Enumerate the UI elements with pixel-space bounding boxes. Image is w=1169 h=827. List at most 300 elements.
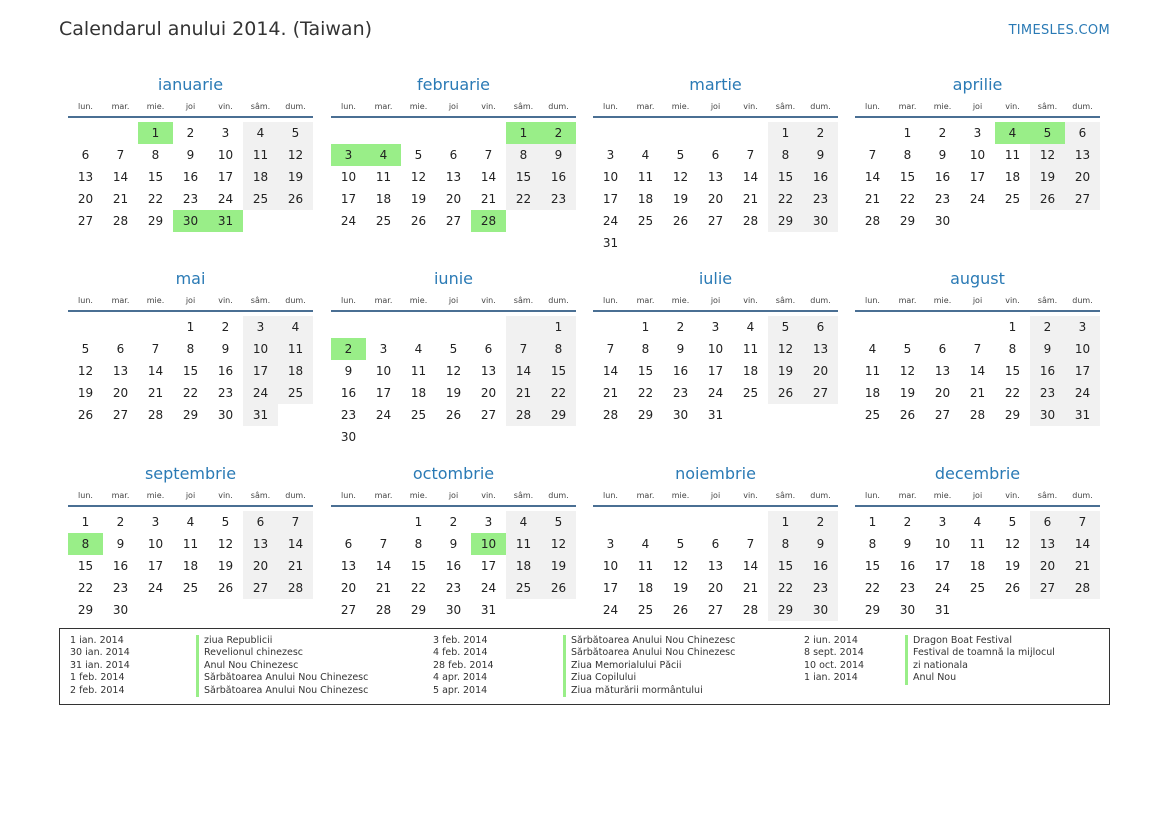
day-cell[interactable]: 12	[217, 537, 234, 551]
day-cell[interactable]: 12	[410, 170, 427, 184]
day-cell[interactable]: 7	[379, 537, 388, 551]
day-cell[interactable]: 26	[278, 188, 313, 210]
day-cell[interactable]: 30	[672, 408, 689, 422]
day-cell[interactable]: 7	[484, 148, 493, 162]
day-cell[interactable]: 1	[414, 515, 423, 529]
day-cell[interactable]: 21	[1065, 555, 1100, 577]
day-cell[interactable]: 3	[151, 515, 160, 529]
day-cell[interactable]: 30	[340, 430, 357, 444]
day-cell[interactable]: 16	[541, 166, 576, 188]
day-cell[interactable]: 17	[1065, 360, 1100, 382]
day-cell[interactable]: 27	[707, 214, 724, 228]
day-cell[interactable]: 24	[340, 214, 357, 228]
day-cell[interactable]: 17	[707, 364, 724, 378]
day-cell[interactable]: 23	[445, 581, 462, 595]
day-cell[interactable]: 8	[541, 338, 576, 360]
day-cell[interactable]: 31	[707, 408, 724, 422]
day-cell[interactable]: 7	[278, 511, 313, 533]
holiday-day-cell[interactable]: 28	[471, 210, 506, 232]
day-cell[interactable]: 22	[541, 382, 576, 404]
day-cell[interactable]: 18	[243, 166, 278, 188]
day-cell[interactable]: 6	[711, 148, 720, 162]
day-cell[interactable]: 26	[1030, 188, 1065, 210]
day-cell[interactable]: 13	[340, 559, 357, 573]
day-cell[interactable]: 26	[1004, 581, 1021, 595]
day-cell[interactable]: 27	[1065, 188, 1100, 210]
day-cell[interactable]: 14	[506, 360, 541, 382]
day-cell[interactable]: 5	[81, 342, 90, 356]
day-cell[interactable]: 22	[506, 188, 541, 210]
day-cell[interactable]: 28	[742, 214, 759, 228]
day-cell[interactable]: 19	[1004, 559, 1021, 573]
holiday-day-cell[interactable]: 4	[366, 144, 401, 166]
day-cell[interactable]: 4	[278, 316, 313, 338]
day-cell[interactable]: 29	[864, 603, 881, 617]
day-cell[interactable]: 1	[1008, 320, 1017, 334]
day-cell[interactable]: 23	[541, 188, 576, 210]
day-cell[interactable]: 6	[449, 148, 458, 162]
day-cell[interactable]: 3	[938, 515, 947, 529]
day-cell[interactable]: 11	[1004, 148, 1021, 162]
day-cell[interactable]: 18	[506, 555, 541, 577]
day-cell[interactable]: 27	[803, 382, 838, 404]
day-cell[interactable]: 1	[186, 320, 195, 334]
day-cell[interactable]: 23	[899, 581, 916, 595]
day-cell[interactable]: 24	[375, 408, 392, 422]
day-cell[interactable]: 27	[340, 603, 357, 617]
day-cell[interactable]: 15	[1004, 364, 1021, 378]
day-cell[interactable]: 22	[768, 188, 803, 210]
day-cell[interactable]: 21	[742, 192, 759, 206]
day-cell[interactable]: 1	[903, 126, 912, 140]
day-cell[interactable]: 14	[112, 170, 129, 184]
day-cell[interactable]: 30	[1030, 404, 1065, 426]
day-cell[interactable]: 15	[410, 559, 427, 573]
day-cell[interactable]: 27	[243, 577, 278, 599]
day-cell[interactable]: 26	[77, 408, 94, 422]
day-cell[interactable]: 16	[803, 555, 838, 577]
day-cell[interactable]: 13	[445, 170, 462, 184]
day-cell[interactable]: 20	[934, 386, 951, 400]
day-cell[interactable]: 20	[1065, 166, 1100, 188]
day-cell[interactable]: 30	[803, 210, 838, 232]
day-cell[interactable]: 15	[182, 364, 199, 378]
day-cell[interactable]: 20	[803, 360, 838, 382]
day-cell[interactable]: 22	[410, 581, 427, 595]
day-cell[interactable]: 26	[410, 214, 427, 228]
day-cell[interactable]: 9	[221, 342, 230, 356]
day-cell[interactable]: 2	[903, 515, 912, 529]
day-cell[interactable]: 9	[344, 364, 353, 378]
day-cell[interactable]: 1	[868, 515, 877, 529]
day-cell[interactable]: 4	[973, 515, 982, 529]
day-cell[interactable]: 6	[484, 342, 493, 356]
day-cell[interactable]: 8	[186, 342, 195, 356]
day-cell[interactable]: 23	[182, 192, 199, 206]
day-cell[interactable]: 8	[768, 533, 803, 555]
holiday-day-cell[interactable]: 2	[541, 122, 576, 144]
day-cell[interactable]: 21	[480, 192, 497, 206]
day-cell[interactable]: 11	[278, 338, 313, 360]
day-cell[interactable]: 30	[445, 603, 462, 617]
day-cell[interactable]: 24	[217, 192, 234, 206]
day-cell[interactable]: 23	[803, 188, 838, 210]
holiday-day-cell[interactable]: 30	[173, 210, 208, 232]
day-cell[interactable]: 1	[768, 511, 803, 533]
holiday-day-cell[interactable]: 5	[1030, 122, 1065, 144]
day-cell[interactable]: 2	[1030, 316, 1065, 338]
day-cell[interactable]: 28	[742, 603, 759, 617]
day-cell[interactable]: 15	[864, 559, 881, 573]
day-cell[interactable]: 19	[541, 555, 576, 577]
day-cell[interactable]: 27	[480, 408, 497, 422]
day-cell[interactable]: 15	[768, 555, 803, 577]
day-cell[interactable]: 31	[934, 603, 951, 617]
day-cell[interactable]: 12	[278, 144, 313, 166]
day-cell[interactable]: 30	[934, 214, 951, 228]
day-cell[interactable]: 2	[449, 515, 458, 529]
day-cell[interactable]: 27	[77, 214, 94, 228]
day-cell[interactable]: 15	[637, 364, 654, 378]
day-cell[interactable]: 9	[541, 144, 576, 166]
day-cell[interactable]: 23	[803, 577, 838, 599]
day-cell[interactable]: 12	[541, 533, 576, 555]
day-cell[interactable]: 17	[243, 360, 278, 382]
day-cell[interactable]: 22	[1004, 386, 1021, 400]
day-cell[interactable]: 20	[707, 192, 724, 206]
day-cell[interactable]: 21	[602, 386, 619, 400]
day-cell[interactable]: 12	[672, 170, 689, 184]
day-cell[interactable]: 7	[868, 148, 877, 162]
holiday-day-cell[interactable]: 4	[995, 122, 1030, 144]
day-cell[interactable]: 22	[864, 581, 881, 595]
day-cell[interactable]: 29	[541, 404, 576, 426]
day-cell[interactable]: 31	[1065, 404, 1100, 426]
day-cell[interactable]: 31	[602, 236, 619, 250]
day-cell[interactable]: 22	[147, 192, 164, 206]
day-cell[interactable]: 12	[1004, 537, 1021, 551]
day-cell[interactable]: 20	[445, 192, 462, 206]
day-cell[interactable]: 2	[221, 320, 230, 334]
day-cell[interactable]: 9	[803, 144, 838, 166]
day-cell[interactable]: 14	[480, 170, 497, 184]
day-cell[interactable]: 19	[278, 166, 313, 188]
day-cell[interactable]: 18	[182, 559, 199, 573]
day-cell[interactable]: 29	[77, 603, 94, 617]
day-cell[interactable]: 13	[1030, 533, 1065, 555]
holiday-day-cell[interactable]: 1	[506, 122, 541, 144]
day-cell[interactable]: 22	[637, 386, 654, 400]
day-cell[interactable]: 30	[217, 408, 234, 422]
day-cell[interactable]: 19	[410, 192, 427, 206]
day-cell[interactable]: 3	[243, 316, 278, 338]
day-cell[interactable]: 6	[711, 537, 720, 551]
day-cell[interactable]: 28	[375, 603, 392, 617]
day-cell[interactable]: 13	[707, 170, 724, 184]
day-cell[interactable]: 31	[480, 603, 497, 617]
day-cell[interactable]: 20	[243, 555, 278, 577]
day-cell[interactable]: 11	[506, 533, 541, 555]
day-cell[interactable]: 15	[147, 170, 164, 184]
day-cell[interactable]: 26	[541, 577, 576, 599]
day-cell[interactable]: 29	[147, 214, 164, 228]
day-cell[interactable]: 24	[602, 214, 619, 228]
day-cell[interactable]: 6	[1065, 122, 1100, 144]
day-cell[interactable]: 22	[77, 581, 94, 595]
day-cell[interactable]: 29	[182, 408, 199, 422]
day-cell[interactable]: 18	[969, 559, 986, 573]
day-cell[interactable]: 17	[969, 170, 986, 184]
day-cell[interactable]: 29	[637, 408, 654, 422]
day-cell[interactable]: 28	[864, 214, 881, 228]
day-cell[interactable]: 7	[746, 537, 755, 551]
day-cell[interactable]: 14	[742, 170, 759, 184]
day-cell[interactable]: 17	[375, 386, 392, 400]
day-cell[interactable]: 20	[707, 581, 724, 595]
day-cell[interactable]: 14	[278, 533, 313, 555]
day-cell[interactable]: 3	[606, 148, 615, 162]
day-cell[interactable]: 19	[1030, 166, 1065, 188]
day-cell[interactable]: 9	[676, 342, 685, 356]
day-cell[interactable]: 2	[186, 126, 195, 140]
day-cell[interactable]: 27	[112, 408, 129, 422]
day-cell[interactable]: 28	[147, 408, 164, 422]
day-cell[interactable]: 4	[506, 511, 541, 533]
day-cell[interactable]: 15	[541, 360, 576, 382]
day-cell[interactable]: 18	[375, 192, 392, 206]
day-cell[interactable]: 14	[864, 170, 881, 184]
day-cell[interactable]: 3	[606, 537, 615, 551]
day-cell[interactable]: 12	[77, 364, 94, 378]
day-cell[interactable]: 28	[1065, 577, 1100, 599]
day-cell[interactable]: 13	[77, 170, 94, 184]
day-cell[interactable]: 17	[217, 170, 234, 184]
day-cell[interactable]: 21	[742, 581, 759, 595]
day-cell[interactable]: 18	[864, 386, 881, 400]
day-cell[interactable]: 4	[243, 122, 278, 144]
day-cell[interactable]: 10	[147, 537, 164, 551]
day-cell[interactable]: 25	[243, 188, 278, 210]
day-cell[interactable]: 25	[410, 408, 427, 422]
day-cell[interactable]: 29	[768, 599, 803, 621]
day-cell[interactable]: 14	[375, 559, 392, 573]
day-cell[interactable]: 9	[186, 148, 195, 162]
day-cell[interactable]: 9	[903, 537, 912, 551]
day-cell[interactable]: 18	[742, 364, 759, 378]
day-cell[interactable]: 30	[112, 603, 129, 617]
day-cell[interactable]: 16	[340, 386, 357, 400]
day-cell[interactable]: 6	[243, 511, 278, 533]
day-cell[interactable]: 23	[217, 386, 234, 400]
day-cell[interactable]: 3	[379, 342, 388, 356]
day-cell[interactable]: 2	[676, 320, 685, 334]
day-cell[interactable]: 26	[672, 603, 689, 617]
day-cell[interactable]: 24	[969, 192, 986, 206]
day-cell[interactable]: 10	[707, 342, 724, 356]
day-cell[interactable]: 19	[217, 559, 234, 573]
day-cell[interactable]: 15	[899, 170, 916, 184]
day-cell[interactable]: 11	[410, 364, 427, 378]
day-cell[interactable]: 11	[864, 364, 881, 378]
day-cell[interactable]: 2	[938, 126, 947, 140]
day-cell[interactable]: 27	[707, 603, 724, 617]
day-cell[interactable]: 26	[445, 408, 462, 422]
day-cell[interactable]: 26	[899, 408, 916, 422]
day-cell[interactable]: 25	[637, 214, 654, 228]
day-cell[interactable]: 20	[112, 386, 129, 400]
day-cell[interactable]: 7	[151, 342, 160, 356]
day-cell[interactable]: 24	[1065, 382, 1100, 404]
day-cell[interactable]: 23	[672, 386, 689, 400]
day-cell[interactable]: 21	[278, 555, 313, 577]
day-cell[interactable]: 9	[1030, 338, 1065, 360]
day-cell[interactable]: 25	[969, 581, 986, 595]
day-cell[interactable]: 15	[77, 559, 94, 573]
day-cell[interactable]: 20	[1030, 555, 1065, 577]
day-cell[interactable]: 4	[641, 537, 650, 551]
day-cell[interactable]: 3	[973, 126, 982, 140]
day-cell[interactable]: 30	[803, 599, 838, 621]
day-cell[interactable]: 5	[903, 342, 912, 356]
day-cell[interactable]: 23	[1030, 382, 1065, 404]
day-cell[interactable]: 24	[147, 581, 164, 595]
day-cell[interactable]: 13	[803, 338, 838, 360]
day-cell[interactable]: 8	[768, 144, 803, 166]
day-cell[interactable]: 8	[151, 148, 160, 162]
day-cell[interactable]: 4	[868, 342, 877, 356]
day-cell[interactable]: 22	[768, 577, 803, 599]
day-cell[interactable]: 14	[969, 364, 986, 378]
day-cell[interactable]: 11	[375, 170, 392, 184]
day-cell[interactable]: 16	[934, 170, 951, 184]
day-cell[interactable]: 21	[969, 386, 986, 400]
day-cell[interactable]: 16	[1030, 360, 1065, 382]
day-cell[interactable]: 31	[243, 404, 278, 426]
day-cell[interactable]: 5	[676, 537, 685, 551]
day-cell[interactable]: 24	[480, 581, 497, 595]
day-cell[interactable]: 7	[746, 148, 755, 162]
day-cell[interactable]: 25	[864, 408, 881, 422]
day-cell[interactable]: 13	[243, 533, 278, 555]
day-cell[interactable]: 5	[221, 515, 230, 529]
day-cell[interactable]: 10	[602, 559, 619, 573]
site-link[interactable]: TIMESLES.COM	[1008, 23, 1110, 38]
day-cell[interactable]: 5	[278, 122, 313, 144]
day-cell[interactable]: 13	[934, 364, 951, 378]
day-cell[interactable]: 21	[375, 581, 392, 595]
holiday-day-cell[interactable]: 2	[331, 338, 366, 360]
day-cell[interactable]: 28	[969, 408, 986, 422]
day-cell[interactable]: 10	[375, 364, 392, 378]
day-cell[interactable]: 28	[278, 577, 313, 599]
day-cell[interactable]: 5	[768, 316, 803, 338]
day-cell[interactable]: 1	[641, 320, 650, 334]
day-cell[interactable]: 10	[340, 170, 357, 184]
day-cell[interactable]: 17	[934, 559, 951, 573]
day-cell[interactable]: 12	[445, 364, 462, 378]
day-cell[interactable]: 17	[480, 559, 497, 573]
day-cell[interactable]: 5	[1008, 515, 1017, 529]
day-cell[interactable]: 23	[340, 408, 357, 422]
day-cell[interactable]: 3	[484, 515, 493, 529]
holiday-day-cell[interactable]: 31	[208, 210, 243, 232]
day-cell[interactable]: 2	[803, 511, 838, 533]
day-cell[interactable]: 17	[147, 559, 164, 573]
day-cell[interactable]: 15	[768, 166, 803, 188]
day-cell[interactable]: 16	[445, 559, 462, 573]
day-cell[interactable]: 29	[768, 210, 803, 232]
holiday-day-cell[interactable]: 8	[68, 533, 103, 555]
day-cell[interactable]: 6	[938, 342, 947, 356]
day-cell[interactable]: 1	[768, 122, 803, 144]
day-cell[interactable]: 29	[899, 214, 916, 228]
day-cell[interactable]: 22	[899, 192, 916, 206]
day-cell[interactable]: 4	[746, 320, 755, 334]
day-cell[interactable]: 18	[637, 581, 654, 595]
day-cell[interactable]: 25	[278, 382, 313, 404]
day-cell[interactable]: 16	[217, 364, 234, 378]
day-cell[interactable]: 28	[506, 404, 541, 426]
day-cell[interactable]: 12	[1030, 144, 1065, 166]
day-cell[interactable]: 10	[217, 148, 234, 162]
day-cell[interactable]: 29	[1004, 408, 1021, 422]
day-cell[interactable]: 16	[672, 364, 689, 378]
day-cell[interactable]: 10	[969, 148, 986, 162]
day-cell[interactable]: 13	[112, 364, 129, 378]
day-cell[interactable]: 6	[803, 316, 838, 338]
day-cell[interactable]: 25	[375, 214, 392, 228]
day-cell[interactable]: 28	[112, 214, 129, 228]
day-cell[interactable]: 4	[641, 148, 650, 162]
day-cell[interactable]: 3	[221, 126, 230, 140]
day-cell[interactable]: 10	[1065, 338, 1100, 360]
day-cell[interactable]: 19	[672, 581, 689, 595]
day-cell[interactable]: 26	[768, 382, 803, 404]
day-cell[interactable]: 7	[1065, 511, 1100, 533]
day-cell[interactable]: 6	[116, 342, 125, 356]
day-cell[interactable]: 24	[934, 581, 951, 595]
day-cell[interactable]: 13	[1065, 144, 1100, 166]
day-cell[interactable]: 19	[445, 386, 462, 400]
day-cell[interactable]: 13	[707, 559, 724, 573]
day-cell[interactable]: 7	[116, 148, 125, 162]
day-cell[interactable]: 18	[410, 386, 427, 400]
day-cell[interactable]: 17	[602, 192, 619, 206]
day-cell[interactable]: 21	[147, 386, 164, 400]
day-cell[interactable]: 1	[81, 515, 90, 529]
day-cell[interactable]: 27	[934, 408, 951, 422]
day-cell[interactable]: 7	[973, 342, 982, 356]
day-cell[interactable]: 14	[742, 559, 759, 573]
day-cell[interactable]: 29	[410, 603, 427, 617]
day-cell[interactable]: 3	[711, 320, 720, 334]
day-cell[interactable]: 11	[637, 559, 654, 573]
day-cell[interactable]: 6	[344, 537, 353, 551]
day-cell[interactable]: 18	[278, 360, 313, 382]
day-cell[interactable]: 14	[1065, 533, 1100, 555]
day-cell[interactable]: 11	[969, 537, 986, 551]
day-cell[interactable]: 12	[672, 559, 689, 573]
day-cell[interactable]: 25	[506, 577, 541, 599]
day-cell[interactable]: 27	[1030, 577, 1065, 599]
day-cell[interactable]: 10	[934, 537, 951, 551]
day-cell[interactable]: 8	[868, 537, 877, 551]
day-cell[interactable]: 8	[1008, 342, 1017, 356]
day-cell[interactable]: 19	[672, 192, 689, 206]
day-cell[interactable]: 5	[414, 148, 423, 162]
day-cell[interactable]: 11	[637, 170, 654, 184]
day-cell[interactable]: 14	[147, 364, 164, 378]
